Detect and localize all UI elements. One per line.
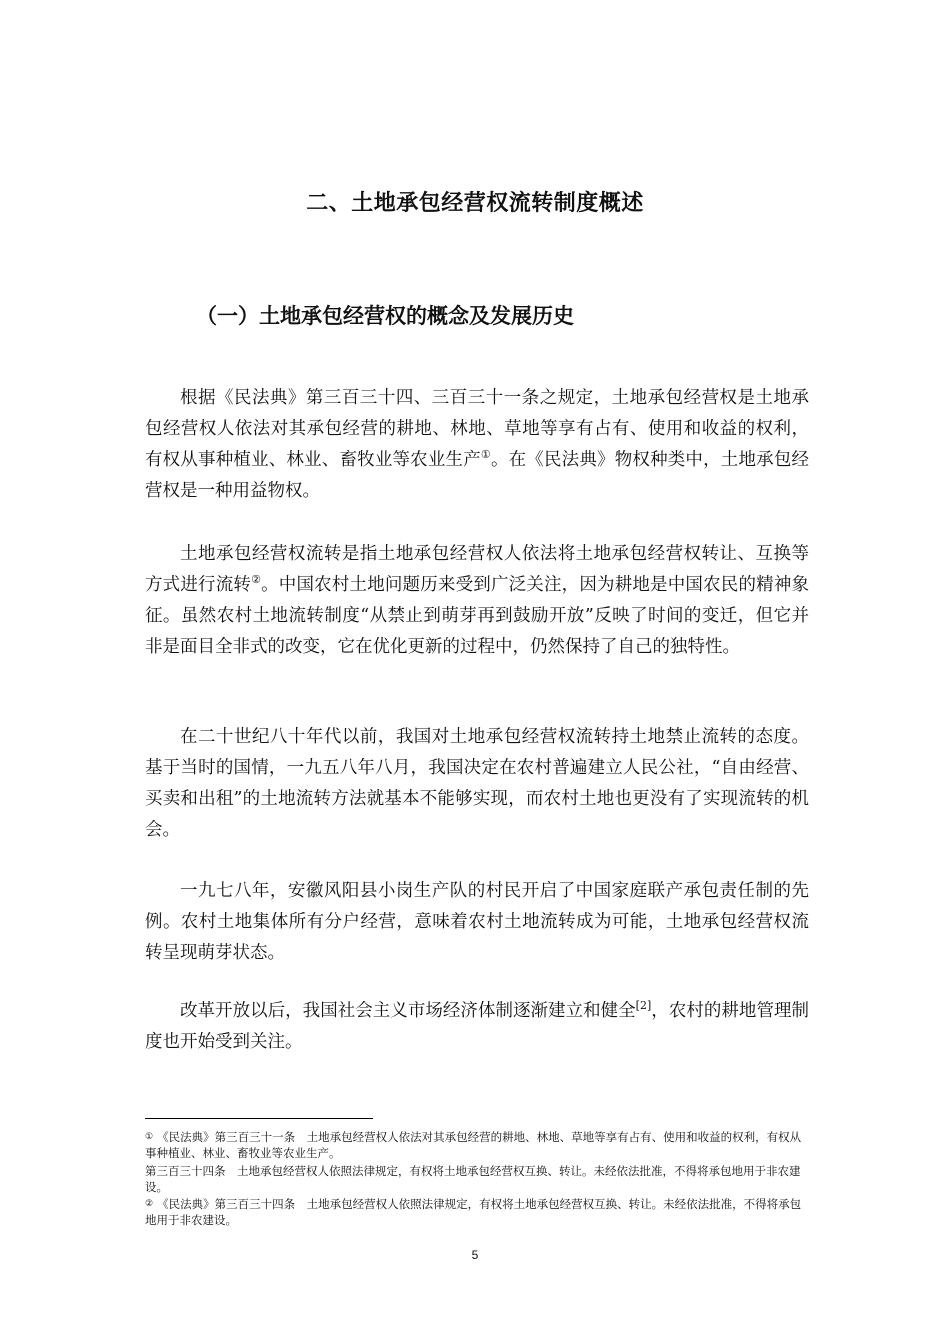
paragraph-2 xyxy=(145,539,809,663)
footnote-ref-1: ① xyxy=(480,448,491,462)
chapter-heading: 二、土地承包经营权流转制度概述 xyxy=(306,191,644,216)
footnote-separator xyxy=(145,1118,373,1119)
footnote-2 xyxy=(145,1196,805,1228)
footnote-mark: ② xyxy=(145,1199,154,1209)
section-heading: （一）土地承包经营权的概念及发展历史 xyxy=(196,304,574,328)
paragraph-text: 一九七八年，安徽风阳县小岗生产队的村民开启了中国家庭联产承包责任制的先例。农村土地集体所有分户经营，意味着农村土地流转成为可能，土地承包经营权流转呈现萌芽状态。 xyxy=(145,881,809,963)
footnote-1-continued xyxy=(145,1163,805,1195)
paragraph-text: 根据《民法典》第三百三十四、三百三十一条之规定，土地承包经营权是土地承包经营权人依法对其承包经营的耕地、林地、草地等享有占有、使用和收益的权利，有权从事种植业、林业、畜牧业等农业生产 xyxy=(145,388,809,470)
paragraph-text: 土地承包经营权流转是指土地承包经营权人依法将土地承包经营权转让、互换等方式进行流转 xyxy=(145,544,809,595)
footnote-ref-2: ② xyxy=(251,573,262,587)
paragraph-4 xyxy=(145,876,809,969)
page-number: 5 xyxy=(471,1248,479,1262)
footnote-text: 《民法典》第三百三十四条 土地承包经营权人依照法律规定，有权将土地承包经营权互换、转让。未经依法批准，不得将承包地用于非农建设。 xyxy=(145,1197,802,1227)
paragraph-5 xyxy=(145,996,809,1058)
footnote-1 xyxy=(145,1129,805,1161)
footnote-text: 《民法典》第三百三十一条 土地承包经营权人依法对其承包经营的耕地、林地、草地等享有占有、使用和收益的权利，有权从事种植业、林业、畜牧业等农业生产。 xyxy=(145,1130,802,1160)
footnote-text: 第三百三十四条 土地承包经营权人依照法律规定，有权将土地承包经营权互换、转让。未经依法批准，不得将承包地用于非农建设。 xyxy=(145,1164,801,1194)
paragraph-text: 。在《民法典》物权种类中，土地承包经营权是一种用益物权。 xyxy=(145,450,809,501)
paragraph-text: 。中国农村土地问题历来受到广泛关注，因为耕地是中国农民的精神象征。虽然农村土地流转制度“从禁止到萌芽再到鼓励开放”反映了时间的变迁，但它并非是面目全非式的改变，它在优化更新的过程中，仍然保持了自己的独特性。 xyxy=(145,575,809,657)
paragraph-1 xyxy=(145,383,809,507)
paragraph-3 xyxy=(145,722,809,846)
paragraph-text: ，农村的耕地管理制度也开始受到关注。 xyxy=(145,1001,809,1052)
citation-ref: [2] xyxy=(635,999,652,1013)
footnote-mark: ① xyxy=(145,1132,154,1142)
paragraph-text: 改革开放以后，我国社会主义市场经济体制逐渐建立和健全 xyxy=(180,1001,636,1021)
paragraph-text: 在二十世纪八十年代以前，我国对土地承包经营权流转持土地禁止流转的态度。基于当时的国情，一九五八年八月，我国决定在农村普遍建立人民公社，“自由经营、买卖和出租”的土地流转方法就基本不能够实现，而农村土地也更没有了实现流转的机会。 xyxy=(145,727,809,840)
